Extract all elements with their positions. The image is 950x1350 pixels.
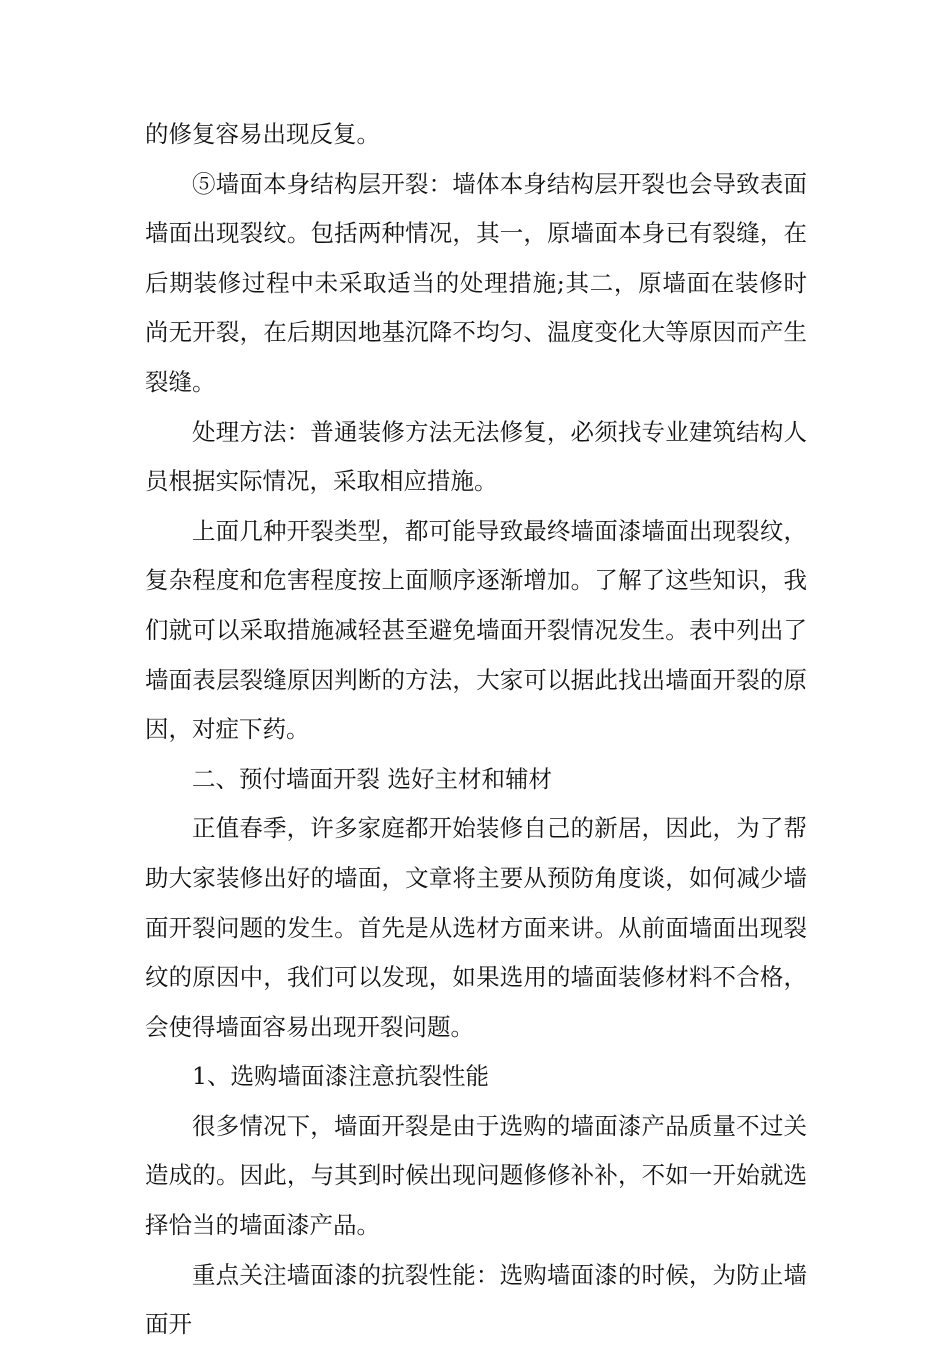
paragraph-crack-resistance: 重点关注墙面漆的抗裂性能：选购墙面漆的时候，为防止墙面开: [145, 1260, 807, 1339]
paragraph-crack-type-5: ⑤墙面本身结构层开裂：墙体本身结构层开裂也会导致表面墙面出现裂纹。包括两种情况，其一，原墙面本身已有裂缝，在后期装修过程中未采取适当的处理措施;其二，原墙面在装修时尚无开裂，在后期因地基沉降不均匀、温度变化大等原因而产生裂缝。: [145, 169, 807, 396]
paragraph-treatment-method: 处理方法：普通装修方法无法修复，必须找专业建筑结构人员根据实际情况，采取相应措施。: [145, 417, 807, 496]
paragraph-paint-quality: 很多情况下，墙面开裂是由于选购的墙面漆产品质量不过关造成的。因此，与其到时候出现问题修修补补，不如一开始就选择恰当的墙面漆产品。: [145, 1111, 807, 1240]
section-heading-2: 二、预付墙面开裂 选好主材和辅材: [192, 764, 552, 793]
subheading-item-1: 1、选购墙面漆注意抗裂性能: [192, 1062, 489, 1091]
paragraph-spring-renovation: 正值春季，许多家庭都开始装修自己的新居，因此，为了帮助大家装修出好的墙面，文章将主要从预防角度谈，如何减少墙面开裂问题的发生。首先是从选材方面来讲。从前面墙面出现裂纹的原因中，我们可以发现，如果选用的墙面装修材料不合格，会使得墙面容易出现开裂问题。: [145, 814, 807, 1041]
paragraph-summary: 上面几种开裂类型，都可能导致最终墙面漆墙面出现裂纹，复杂程度和危害程度按上面顺序逐渐增加。了解了这些知识，我们就可以采取措施减轻甚至避免墙面开裂情况发生。表中列出了墙面表层裂缝原因判断的方法，大家可以据此找出墙面开裂的原因，对症下药。: [145, 516, 807, 744]
body-text: [145, 110, 807, 1350]
paragraph-continuation: 的修复容易出现反复。: [145, 120, 380, 148]
